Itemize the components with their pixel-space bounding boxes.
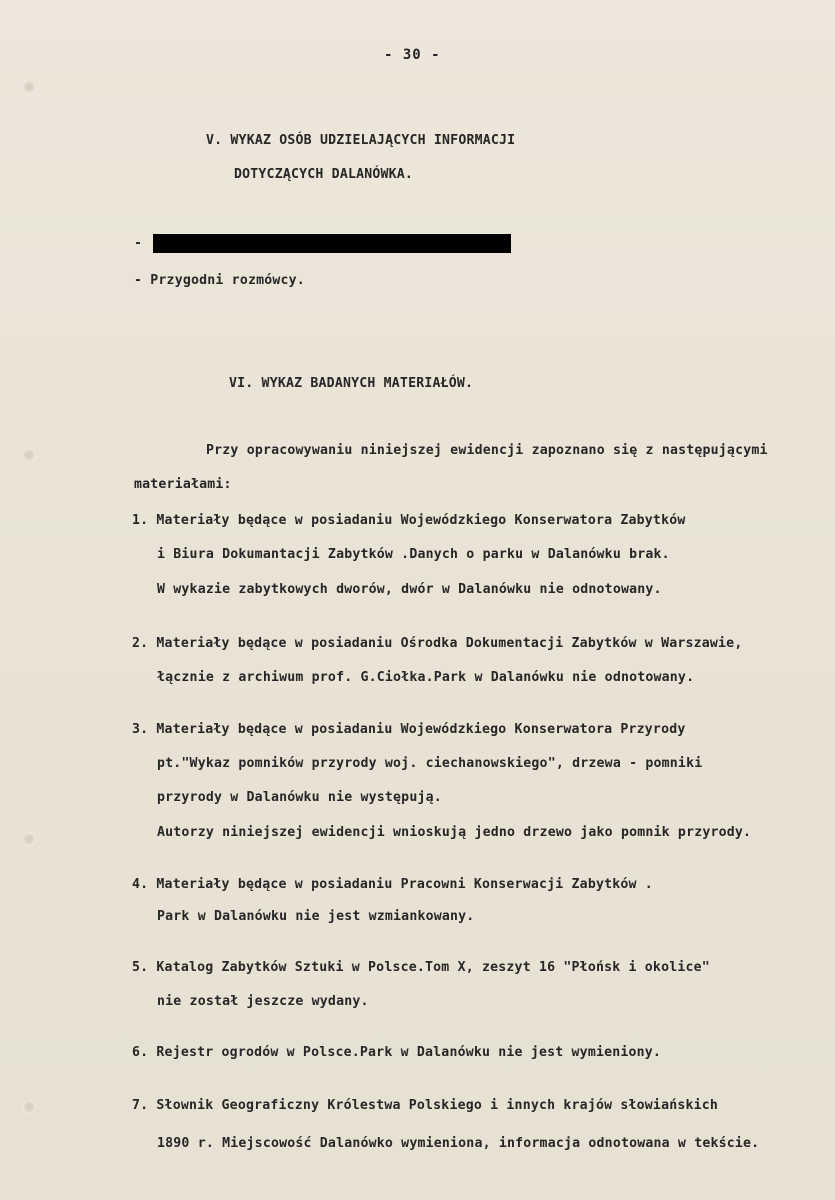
item-1-line2: i Biura Dokumantacji Zabytków .Danych o parku w Dalanówku brak.: [157, 547, 670, 562]
page-number: - 30 -: [384, 47, 441, 63]
punch-hole: [22, 1100, 36, 1114]
item-1-line1: 1. Materiały będące w posiadaniu Wojewódzkiego Konserwatora Zabytków: [132, 513, 686, 528]
intro-line2: materiałami:: [134, 477, 232, 492]
item-3-line3: przyrody w Dalanówku nie występują.: [157, 790, 442, 805]
section-5-title-line2: DOTYCZĄCYCH DALANÓWKA.: [234, 167, 414, 182]
intro-line1: Przy opracowywaniu niniejszej ewidencji zapoznano się z następującymi: [206, 443, 768, 458]
list-dash: -: [134, 236, 143, 251]
item-3-line4: Autorzy niniejszej ewidencji wnioskują jedno drzewo jako pomnik przyrody.: [157, 825, 752, 840]
item-4-line1: 4. Materiały będące w posiadaniu Pracowni Konserwacji Zabytków .: [132, 877, 653, 892]
redaction-bar: [153, 234, 511, 253]
item-2-line2: łącznie z archiwum prof. G.Ciołka.Park w Dalanówku nie odnotowany.: [157, 670, 695, 685]
item-3-line2: pt."Wykaz pomników przyrody woj. ciechanowskiego", drzewa - pomniki: [157, 756, 703, 771]
item-2-line1: 2. Materiały będące w posiadaniu Ośrodka Dokumentacji Zabytków w Warszawie,: [132, 636, 743, 651]
item-3-line1: 3. Materiały będące w posiadaniu Wojewódzkiego Konserwatora Przyrody: [132, 722, 686, 737]
section-5-item: - Przygodni rozmówcy.: [134, 273, 305, 288]
section-5-title-line1: V. WYKAZ OSÓB UDZIELAJĄCYCH INFORMACJI: [206, 133, 516, 148]
punch-hole: [22, 80, 36, 94]
item-6-line1: 6. Rejestr ogrodów w Polsce.Park w Dalanówku nie jest wymieniony.: [132, 1045, 662, 1060]
section-6-title: VI. WYKAZ BADANYCH MATERIAŁÓW.: [229, 376, 474, 391]
item-1-line3: W wykazie zabytkowych dworów, dwór w Dalanówku nie odnotowany.: [157, 582, 662, 597]
item-7-line1: 7. Słownik Geograficzny Królestwa Polskiego i innych krajów słowiańskich: [132, 1098, 719, 1113]
punch-hole: [22, 832, 36, 846]
punch-hole: [22, 448, 36, 462]
item-5-line1: 5. Katalog Zabytków Sztuki w Polsce.Tom X, zeszyt 16 "Płońsk i okolice": [132, 960, 710, 975]
item-4-line2: Park w Dalanówku nie jest wzmiankowany.: [157, 909, 475, 924]
item-5-line2: nie został jeszcze wydany.: [157, 994, 369, 1009]
item-7-line2: 1890 r. Miejscowość Dalanówko wymieniona, informacja odnotowana w tekście.: [157, 1136, 760, 1151]
